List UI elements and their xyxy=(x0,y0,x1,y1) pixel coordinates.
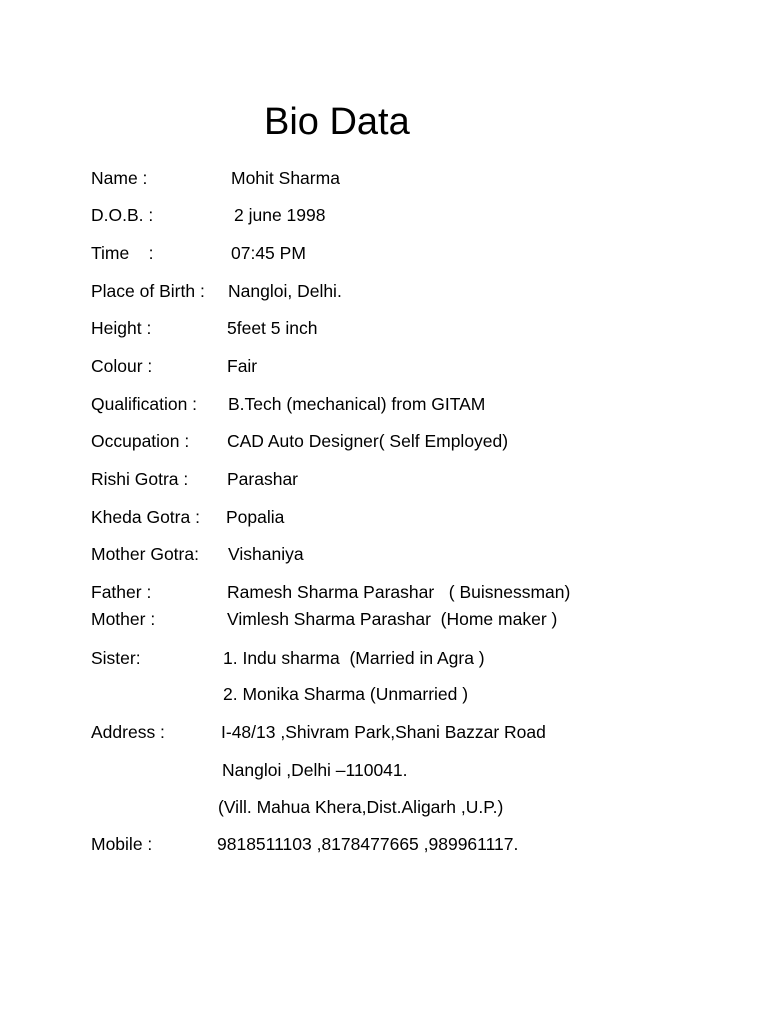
field-label: Occupation : xyxy=(91,431,190,451)
field-label: Time : xyxy=(91,243,154,263)
field-value: Nangloi, Delhi. xyxy=(228,281,342,301)
field-row-rishi-gotra xyxy=(0,468,768,490)
field-label: Mobile : xyxy=(91,834,153,854)
field-value: Vimlesh Sharma Parashar (Home maker ) xyxy=(227,609,558,629)
field-label: Height : xyxy=(91,318,152,338)
field-value: Ramesh Sharma Parashar ( Buisnessman) xyxy=(227,582,571,602)
field-value: 07:45 PM xyxy=(231,243,306,263)
field-row-kheda-gotra xyxy=(0,506,768,528)
field-value: B.Tech (mechanical) from GITAM xyxy=(228,394,486,414)
field-label: Kheda Gotra : xyxy=(91,507,200,527)
field-row-colour xyxy=(0,355,768,377)
field-value: 2. Monika Sharma (Unmarried ) xyxy=(223,684,469,704)
field-label: Colour : xyxy=(91,356,153,376)
field-row-address xyxy=(0,721,768,743)
field-value: Nangloi ,Delhi –110041. xyxy=(222,760,408,780)
field-value: 5feet 5 inch xyxy=(227,318,318,338)
field-label: Sister: xyxy=(91,648,141,668)
field-row-father xyxy=(0,581,768,603)
field-row-mother xyxy=(0,608,768,630)
field-row-qualification xyxy=(0,393,768,415)
field-row-time xyxy=(0,242,768,264)
field-row-dob xyxy=(0,204,768,226)
field-label: Rishi Gotra : xyxy=(91,469,189,489)
field-label: Father : xyxy=(91,582,152,602)
field-row-address-line-3 xyxy=(0,796,768,818)
field-value: Vishaniya xyxy=(228,544,304,564)
field-value: Mohit Sharma xyxy=(231,168,340,188)
field-label: D.O.B. : xyxy=(91,205,154,225)
field-value: Popalia xyxy=(226,507,285,527)
field-row-place-of-birth xyxy=(0,280,768,302)
field-row-address-line-2 xyxy=(0,759,768,781)
field-value: CAD Auto Designer( Self Employed) xyxy=(227,431,509,451)
field-label: Mother Gotra: xyxy=(91,544,199,564)
field-value: Fair xyxy=(227,356,258,376)
document-title: Bio Data xyxy=(264,101,410,143)
field-value: Parashar xyxy=(227,469,299,489)
field-row-mother-gotra xyxy=(0,543,768,565)
field-row-occupation xyxy=(0,430,768,452)
field-label: Name : xyxy=(91,168,148,188)
field-row-sister-continued xyxy=(0,683,768,705)
field-value: 9818511103 ,8178477665 ,989961117. xyxy=(217,834,519,854)
field-label: Qualification : xyxy=(91,394,198,414)
field-row-mobile xyxy=(0,833,768,855)
field-label: Place of Birth : xyxy=(91,281,205,301)
field-row-sister xyxy=(0,647,768,669)
field-label: Mother : xyxy=(91,609,156,629)
field-row-height xyxy=(0,317,768,339)
field-value: 2 june 1998 xyxy=(234,205,326,225)
field-value: (Vill. Mahua Khera,Dist.Aligarh ,U.P.) xyxy=(218,797,504,817)
field-value: I-48/13 ,Shivram Park,Shani Bazzar Road xyxy=(221,722,546,742)
field-value: 1. Indu sharma (Married in Agra ) xyxy=(223,648,485,668)
field-label: Address : xyxy=(91,722,165,742)
field-row-name xyxy=(0,167,768,189)
